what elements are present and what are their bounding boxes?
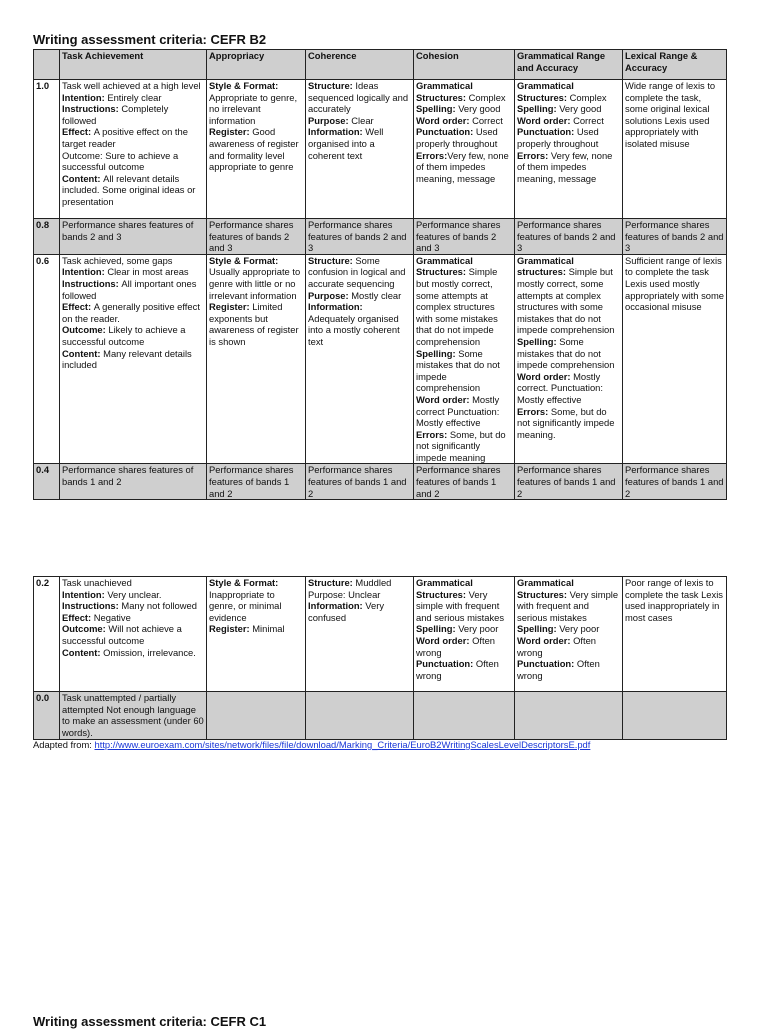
criterion-line bbox=[62, 577, 204, 589]
cell-cohesion bbox=[414, 219, 515, 255]
criterion-text: Often wrong bbox=[416, 658, 499, 681]
cell-task-achievement bbox=[60, 254, 207, 464]
criterion-line bbox=[62, 612, 204, 624]
criterion-line bbox=[517, 464, 620, 499]
band-row-0-4 bbox=[34, 464, 727, 500]
criterion-line bbox=[416, 577, 512, 623]
criterion-text: Muddled Purpose: Unclear bbox=[308, 577, 392, 600]
criterion-label: Spelling: bbox=[517, 623, 560, 635]
criterion-line bbox=[416, 80, 512, 103]
cell-cohesion bbox=[414, 464, 515, 500]
criterion-label: Word order: bbox=[416, 393, 473, 405]
criterion-text: Minimal bbox=[252, 623, 285, 635]
criterion-text: Very confused bbox=[308, 600, 385, 623]
criterion-line bbox=[517, 658, 620, 681]
criterion-label: Content: bbox=[62, 347, 104, 359]
criterion-text: Clear bbox=[351, 114, 374, 126]
criteria-table-upper bbox=[33, 49, 727, 500]
cell-lexical-range bbox=[623, 80, 727, 219]
criterion-label: Grammatical Structures: bbox=[416, 254, 473, 278]
criterion-text: Performance shares features of bands 1 and 2 bbox=[517, 464, 616, 499]
criterion-label: Spelling: bbox=[517, 335, 560, 347]
cell-appropriacy bbox=[207, 254, 306, 464]
criterion-line bbox=[62, 80, 204, 92]
band-score: 0.6 bbox=[34, 254, 60, 464]
criterion-line bbox=[62, 255, 204, 267]
criterion-label: Register: bbox=[209, 126, 253, 138]
criterion-line bbox=[517, 126, 620, 149]
criterion-label: Spelling: bbox=[517, 103, 560, 115]
criterion-label: Spelling: bbox=[416, 347, 459, 359]
criterion-text: A positive effect on the target reader bbox=[62, 126, 188, 149]
criterion-text: Some, but do not significantly impede meaning bbox=[416, 428, 506, 463]
criterion-label: Grammatical structures: bbox=[517, 254, 574, 278]
criterion-text: Mostly clear bbox=[351, 289, 402, 301]
criterion-label: Register: bbox=[209, 623, 253, 635]
criterion-label: Information: bbox=[308, 126, 366, 138]
criterion-line bbox=[416, 635, 512, 658]
cell-coherence bbox=[306, 254, 414, 464]
criterion-line bbox=[308, 600, 411, 623]
criterion-line bbox=[209, 577, 303, 623]
criterion-text: Simple but mostly correct, some attempts at complex structures with some mistakes that do not impede comprehension bbox=[517, 266, 615, 336]
criterion-label: Grammatical Structures: bbox=[517, 80, 574, 103]
cell-cohesion bbox=[414, 577, 515, 692]
criterion-label: Effect: bbox=[62, 301, 94, 313]
criterion-line bbox=[416, 219, 512, 254]
criterion-text: Some mistakes that do not impede comprehension bbox=[517, 335, 615, 371]
criterion-line bbox=[62, 92, 204, 104]
header-task-achievement: Task Achievement bbox=[60, 50, 207, 80]
criterion-text: Inappropriate to genre, or minimal evidence bbox=[209, 588, 282, 623]
criterion-line bbox=[625, 255, 724, 313]
criterion-text: Used properly throughout bbox=[416, 126, 498, 149]
criterion-line bbox=[62, 126, 204, 149]
criterion-text: Mostly correct Punctuation: Mostly effective bbox=[416, 393, 500, 429]
criterion-line bbox=[517, 371, 620, 406]
source-citation bbox=[33, 739, 590, 750]
criterion-line bbox=[625, 80, 724, 150]
criterion-line bbox=[517, 577, 620, 623]
criterion-text: Wide range of lexis to complete the task, some original lexical solutions Lexis used appropriately with isolated misuse bbox=[625, 80, 716, 149]
criterion-line bbox=[209, 301, 303, 347]
criterion-label: Grammatical Structures: bbox=[416, 577, 473, 600]
header-row bbox=[34, 50, 727, 80]
cell-grammatical-range bbox=[515, 219, 623, 255]
criterion-line bbox=[416, 103, 512, 115]
criterion-text: Very few, none of them impedes meaning, message bbox=[416, 149, 509, 184]
criterion-text: Used properly throughout bbox=[517, 126, 599, 149]
criterion-text: Often wrong bbox=[517, 634, 597, 658]
criterion-text: Performance shares features of bands 2 and 3 bbox=[517, 219, 616, 254]
criterion-text: Good awareness of register and formality level appropriate to genre bbox=[209, 126, 299, 173]
criterion-text: Outcome: Sure to achieve a successful outcome bbox=[62, 149, 179, 173]
criterion-text: Performance shares features of bands 2 and 3 bbox=[62, 219, 194, 242]
criterion-line bbox=[517, 635, 620, 658]
criterion-line bbox=[62, 103, 204, 126]
criterion-text: Very unclear. bbox=[107, 588, 162, 600]
criterion-label: Structure: bbox=[308, 577, 356, 588]
criterion-label: Effect: bbox=[62, 126, 94, 138]
cell-task-achievement bbox=[60, 692, 207, 740]
criterion-label: Word order: bbox=[416, 634, 473, 646]
criterion-line bbox=[308, 301, 411, 347]
criterion-text: Task well achieved at a high level bbox=[62, 80, 201, 91]
criterion-label: Spelling: bbox=[416, 623, 459, 635]
criterion-line bbox=[62, 623, 204, 646]
cell-cohesion bbox=[414, 80, 515, 219]
criterion-text: Task unattempted / partially attempted Not enough language to make an assessment (under 60 words). bbox=[62, 692, 204, 738]
criterion-line bbox=[209, 255, 303, 301]
criterion-text: Correct bbox=[472, 114, 503, 126]
criterion-line bbox=[308, 464, 411, 499]
criterion-line bbox=[416, 115, 512, 127]
criterion-label: Content: bbox=[62, 172, 104, 184]
cell-grammatical-range bbox=[515, 254, 623, 464]
criterion-label: Information: bbox=[308, 600, 366, 612]
cell-appropriacy bbox=[207, 80, 306, 219]
criterion-text: Adequately organised into a mostly coherent text bbox=[308, 312, 400, 347]
criterion-text: Performance shares features of bands 2 and 3 bbox=[416, 219, 501, 254]
criterion-line bbox=[416, 348, 512, 394]
criterion-text: Performance shares features of bands 1 and 2 bbox=[416, 464, 501, 499]
criterion-text: Limited exponents but awareness of register is shown bbox=[209, 301, 299, 347]
criterion-text: Well organised into a coherent text bbox=[308, 126, 384, 161]
criterion-text: Very good bbox=[559, 103, 602, 115]
criterion-line bbox=[416, 464, 512, 499]
criterion-text: Negative bbox=[93, 611, 131, 623]
criterion-line bbox=[517, 80, 620, 103]
criterion-line bbox=[308, 126, 411, 161]
page-title: Writing assessment criteria: CEFR B2 bbox=[33, 32, 267, 47]
criterion-line bbox=[62, 692, 204, 738]
criterion-text: Correct bbox=[573, 114, 604, 126]
cell-grammatical-range bbox=[515, 577, 623, 692]
criterion-line bbox=[416, 429, 512, 464]
criterion-line bbox=[308, 290, 411, 302]
criterion-label: Style & Format: bbox=[209, 80, 279, 91]
criterion-text: Often wrong bbox=[416, 634, 496, 658]
criterion-label: Spelling: bbox=[416, 103, 459, 115]
criterion-label: Purpose: bbox=[308, 114, 352, 126]
header-band bbox=[34, 50, 60, 80]
criterion-label: Style & Format: bbox=[209, 577, 279, 588]
criterion-label: Effect: bbox=[62, 611, 94, 623]
band-score: 1.0 bbox=[34, 80, 60, 219]
criterion-text: Some confusion in logical and accurate sequencing bbox=[308, 254, 406, 289]
criterion-label: Instructions: bbox=[62, 103, 122, 115]
cell-coherence bbox=[306, 464, 414, 500]
criterion-line bbox=[209, 623, 303, 635]
criterion-text: Complex bbox=[468, 91, 506, 103]
criterion-label: Register: bbox=[209, 301, 253, 313]
cell-coherence bbox=[306, 692, 414, 740]
criterion-text: Task achieved, some gaps bbox=[62, 254, 173, 266]
criterion-line bbox=[209, 464, 303, 499]
criterion-label: Outcome: bbox=[62, 324, 109, 336]
criterion-text: Very simple with frequent and serious mistakes bbox=[416, 588, 505, 623]
cell-lexical-range bbox=[623, 219, 727, 255]
criterion-text: Completely followed bbox=[62, 103, 169, 126]
criterion-line bbox=[517, 406, 620, 441]
criterion-line bbox=[62, 266, 204, 278]
criterion-line bbox=[308, 255, 411, 290]
cell-lexical-range bbox=[623, 464, 727, 500]
criterion-line bbox=[625, 464, 724, 499]
criterion-text: Very good bbox=[458, 103, 501, 115]
criterion-text: Poor range of lexis to complete the task Lexis used inappropriately in most cases bbox=[625, 577, 723, 623]
cell-lexical-range bbox=[623, 254, 727, 464]
criterion-text: Very few, none of them impedes meaning, message bbox=[517, 149, 613, 184]
criterion-line bbox=[62, 600, 204, 612]
criterion-label: Outcome: bbox=[62, 623, 109, 635]
criterion-text: Often wrong bbox=[517, 658, 600, 681]
criterion-line bbox=[62, 278, 204, 301]
band-row-0-6 bbox=[34, 254, 727, 464]
criterion-text: All important ones followed bbox=[62, 277, 197, 301]
criterion-line bbox=[517, 336, 620, 371]
header-coherence: Coherence bbox=[306, 50, 414, 80]
criterion-line bbox=[416, 255, 512, 348]
criterion-text: Usually appropriate to genre with little or no irrelevant information bbox=[209, 266, 301, 301]
criterion-line bbox=[625, 577, 724, 623]
criterion-text: Many relevant details included bbox=[62, 347, 192, 371]
band-score: 0.8 bbox=[34, 219, 60, 255]
criterion-text: Performance shares features of bands 1 and 2 bbox=[625, 464, 724, 499]
cell-task-achievement bbox=[60, 464, 207, 500]
criterion-line bbox=[308, 115, 411, 127]
criterion-text: Very simple with frequent and serious mistakes bbox=[517, 588, 619, 623]
criterion-line bbox=[416, 394, 512, 429]
criterion-line bbox=[416, 150, 512, 185]
criterion-label: Punctuation: bbox=[517, 126, 577, 138]
criterion-line bbox=[517, 150, 620, 185]
cell-grammatical-range bbox=[515, 80, 623, 219]
cell-task-achievement bbox=[60, 219, 207, 255]
cell-appropriacy bbox=[207, 692, 306, 740]
criterion-line bbox=[62, 150, 204, 173]
cell-lexical-range bbox=[623, 692, 727, 740]
criterion-label: Style & Format: bbox=[209, 254, 279, 266]
criterion-line bbox=[308, 577, 411, 600]
criterion-label: Errors: bbox=[517, 149, 551, 161]
criterion-line bbox=[209, 219, 303, 254]
criteria-table-lower bbox=[33, 576, 727, 740]
criterion-line bbox=[209, 126, 303, 172]
criterion-label: Content: bbox=[62, 646, 104, 658]
criterion-label: Structure: bbox=[308, 80, 356, 91]
header-cohesion: Cohesion bbox=[414, 50, 515, 80]
criterion-text: Clear in most areas bbox=[107, 266, 189, 278]
criterion-text: Mostly correct. Punctuation: Mostly effective bbox=[517, 370, 603, 405]
criterion-line bbox=[62, 589, 204, 601]
criterion-line bbox=[62, 173, 204, 208]
band-row-0-0 bbox=[34, 692, 727, 740]
band-row-0-2 bbox=[34, 577, 727, 692]
criterion-line bbox=[62, 348, 204, 371]
criterion-label: Errors: bbox=[517, 405, 551, 417]
criterion-label: Intention: bbox=[62, 91, 108, 103]
criterion-label: Errors: bbox=[416, 428, 450, 440]
cell-appropriacy bbox=[207, 219, 306, 255]
criterion-text: A generally positive effect on the reader. bbox=[62, 301, 200, 324]
criterion-text: Likely to achieve a successful outcome bbox=[62, 324, 186, 347]
criterion-label: Intention: bbox=[62, 588, 108, 600]
criterion-text: Appropriate to genre, no irrelevant information bbox=[209, 91, 298, 126]
criterion-line bbox=[517, 103, 620, 115]
header-grammatical-range: Grammatical Range and Accuracy bbox=[515, 50, 623, 80]
band-row-1-0 bbox=[34, 80, 727, 219]
criterion-text: Many not followed bbox=[121, 600, 197, 612]
criterion-line bbox=[62, 647, 204, 659]
criterion-text: Performance shares features of bands 1 and 2 bbox=[209, 464, 294, 499]
criterion-label: Punctuation: bbox=[517, 658, 577, 670]
criterion-label: Information: bbox=[308, 301, 363, 313]
criterion-label: Instructions: bbox=[62, 277, 122, 289]
cell-grammatical-range bbox=[515, 464, 623, 500]
criterion-line bbox=[62, 464, 204, 487]
cell-task-achievement bbox=[60, 577, 207, 692]
criterion-label: Punctuation: bbox=[416, 658, 476, 670]
criterion-label: Grammatical Structures: bbox=[517, 577, 574, 600]
cell-coherence bbox=[306, 219, 414, 255]
criterion-line bbox=[416, 126, 512, 149]
criterion-label: Word order: bbox=[416, 114, 473, 126]
criterion-text: Ideas sequenced logically and accurately bbox=[308, 80, 409, 115]
criterion-text: Omission, irrelevance. bbox=[103, 646, 196, 658]
cell-cohesion bbox=[414, 692, 515, 740]
header-lexical-range: Lexical Range & Accuracy bbox=[623, 50, 727, 80]
criterion-label: Word order: bbox=[517, 370, 574, 382]
criterion-label: Structure: bbox=[308, 254, 356, 266]
band-row-0-8 bbox=[34, 219, 727, 255]
header-appropriacy: Appropriacy bbox=[207, 50, 306, 80]
cell-appropriacy bbox=[207, 577, 306, 692]
criterion-label: Intention: bbox=[62, 266, 108, 278]
criterion-label: Grammatical Structures: bbox=[416, 80, 473, 103]
criterion-line bbox=[209, 80, 303, 126]
criterion-label: Punctuation: bbox=[416, 126, 476, 138]
criterion-text: Will not achieve a successful outcome bbox=[62, 623, 182, 646]
cell-grammatical-range bbox=[515, 692, 623, 740]
criterion-line bbox=[625, 219, 724, 254]
criterion-text: Performance shares features of bands 2 and 3 bbox=[625, 219, 724, 254]
criterion-text: Some mistakes that do not impede comprehension bbox=[416, 347, 500, 394]
criterion-text: Entirely clear bbox=[107, 91, 162, 103]
criterion-text: Very poor bbox=[559, 623, 600, 635]
criterion-line bbox=[517, 623, 620, 635]
cell-task-achievement bbox=[60, 80, 207, 219]
criterion-text: Some, but do not significantly impede meaning. bbox=[517, 405, 615, 440]
criterion-text: Complex bbox=[569, 91, 607, 103]
criterion-line bbox=[416, 623, 512, 635]
criterion-label: Purpose: bbox=[308, 289, 352, 301]
criterion-line bbox=[308, 80, 411, 115]
criterion-text: Simple but mostly correct, some attempts at complex structures with some mistakes that do not impede comprehension bbox=[416, 266, 498, 347]
cell-cohesion bbox=[414, 254, 515, 464]
criterion-text: Task unachieved bbox=[62, 577, 132, 588]
criterion-text: Performance shares features of bands 2 and 3 bbox=[209, 219, 294, 254]
criterion-label: Word order: bbox=[517, 634, 574, 646]
criterion-line bbox=[517, 255, 620, 336]
band-score: 0.4 bbox=[34, 464, 60, 500]
criterion-line bbox=[517, 115, 620, 127]
criterion-text: Sufficient range of lexis to complete the task Lexis used mostly appropriately with some occasional misuse bbox=[625, 254, 725, 313]
criterion-line bbox=[308, 219, 411, 254]
criterion-text: Performance shares features of bands 1 and 2 bbox=[308, 464, 407, 499]
criterion-text: Performance shares features of bands 2 and 3 bbox=[308, 219, 407, 254]
criterion-line bbox=[416, 658, 512, 681]
criterion-text: Very poor bbox=[458, 623, 499, 635]
criterion-label: Errors: bbox=[416, 149, 448, 161]
cell-lexical-range bbox=[623, 577, 727, 692]
band-score: 0.2 bbox=[34, 577, 60, 692]
criterion-line bbox=[62, 324, 204, 347]
cell-appropriacy bbox=[207, 464, 306, 500]
criterion-text: All relevant details included. Some original ideas or presentation bbox=[62, 172, 196, 207]
source-label: Adapted from: bbox=[33, 739, 95, 750]
criterion-label: Word order: bbox=[517, 114, 574, 126]
criterion-line bbox=[62, 219, 204, 242]
source-link[interactable]: http://www.euroexam.com/sites/network/files/file/download/Marking_Criteria/EuroB2WritingScalesLevelDescriptorsE.pdf bbox=[94, 739, 591, 750]
cell-coherence bbox=[306, 80, 414, 219]
cell-coherence bbox=[306, 577, 414, 692]
criterion-line bbox=[62, 301, 204, 324]
band-score: 0.0 bbox=[34, 692, 60, 740]
criterion-line bbox=[517, 219, 620, 254]
criterion-text: Performance shares features of bands 1 and 2 bbox=[62, 464, 194, 488]
criterion-label: Instructions: bbox=[62, 600, 122, 612]
next-section-title: Writing assessment criteria: CEFR C1 bbox=[33, 1014, 267, 1029]
